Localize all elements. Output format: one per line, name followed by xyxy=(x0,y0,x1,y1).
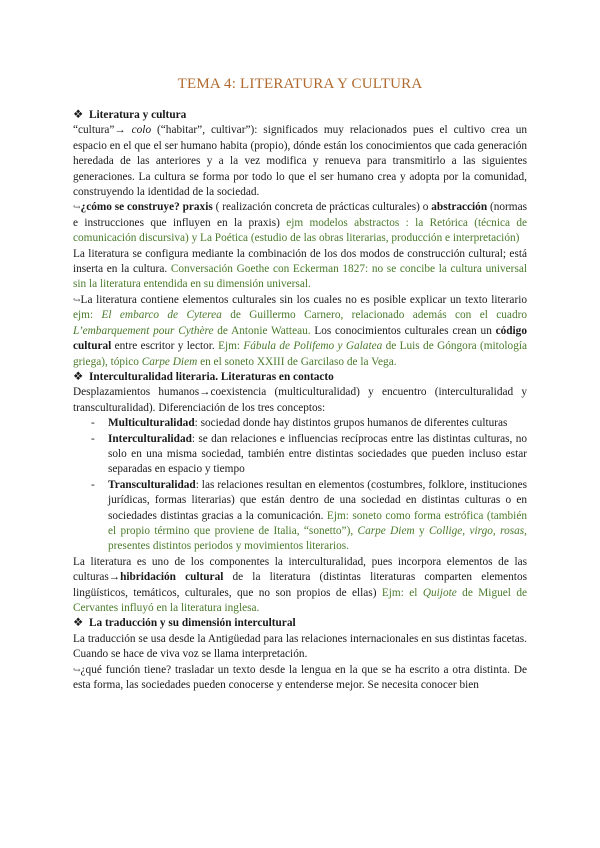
list-item-interculturalidad: - Interculturalidad: se dan relaciones e influencias recíprocas entre las distintas culturas, no solo en una misma sociedad, también entre distintas sociedades que pueden incluso estar separadas en espacio y tiempo xyxy=(91,432,527,476)
page-title: TEMA 4: LITERATURA Y CULTURA xyxy=(177,76,423,92)
hooked-arrow-icon: ↪ xyxy=(73,202,81,213)
diamond-bullet-icon: ❖ xyxy=(73,370,84,383)
hooked-arrow-icon: ↪ xyxy=(73,294,81,305)
diamond-bullet-icon: ❖ xyxy=(73,109,84,121)
section-heading-traduccion: ❖ La traducción y su dimensión intercultural xyxy=(73,616,527,631)
paragraph-literatura-configura: La literatura se configura mediante la combinación de los dos modos de construcción cultural; está inserta en la cultura. Conversación Goethe con Eckerman 1827: no se concibe la cultura universal sin la literatura entendida en su dimensión universal. xyxy=(73,247,527,291)
hooked-arrow-icon: ↪ xyxy=(73,664,81,675)
section-heading-literatura-cultura: ❖ Literatura y cultura xyxy=(73,108,527,123)
paragraph-elementos-culturales: ↪La literatura contiene elementos culturales sin los cuales no es posible explicar un texto literario ejm: El embarco de Cyterea de Guillermo Carnero, relacionado además con el cuadro L’embarquement pour Cythère de Antonie Watteau. Los conocimientos culturales crean un código cultural entre escritor y lector. Ejm: Fábula de Polifemo y Galatea de Luis de Góngora (mitología griega), tópico Carpe Diem en el soneto XXIII de Garcilaso de la Vega. xyxy=(73,293,528,368)
paragraph-desplazamientos: Desplazamientos humanos→coexistencia (multiculturalidad) y encuentro (interculturalidad y transculturalidad). Diferenciación de los tres conceptos: xyxy=(73,386,527,414)
list-item-multiculturalidad: - Multiculturalidad: sociedad donde hay distintos grupos humanos de diferentes culturas xyxy=(91,417,508,430)
list-item-transculturalidad: - Transculturalidad: las relaciones resultan en elementos (costumbres, folklore, instituciones jurídicas, formas literarias) que están dentro de una sociedad en distintas culturas o en sociedades distintas gracias a la comunicación. Ejm: soneto como forma estrófica (también el propio término que proviene de Italia, “sonetto”), Carpe Diem y Collige, virgo, rosas, presentes distintos periodos y movimientos literarios. xyxy=(91,478,527,553)
paragraph-cultura-definition: “cultura”→ colo (“habitar”, cultivar”): significados muy relacionados pues el cultivo crea un espacio en el que el ser humano habita (propio), dónde están los conocimientos que cada generación heredada de las anteriores y a la vez modifica y renueva para transmitirlo a las siguientes generaciones. La cultura se forma por todo lo que el ser humano crea y adopta por la comunidad, construyendo la identidad de la sociedad. xyxy=(73,124,527,199)
diamond-bullet-icon: ❖ xyxy=(73,617,84,630)
paragraph-hibridacion: La literatura es uno de los componentes la interculturalidad, pues incorpora elementos de las culturas→hibridación cultural de la literatura (distintas literaturas comparten elementos lingüísticos, temáticos, culturales, que no son propios de ellas) Ejm: el Quijote de Miguel de Cervantes influyó en la literatura inglesa. xyxy=(73,555,527,614)
paragraph-funcion-traduccion: ↪¿qué función tiene? trasladar un texto desde la lengua en la que se ha escrito a otra distinta. De esta forma, las sociedades pueden conocerse y entenderse mejor. Se necesita conocer bien xyxy=(73,663,527,692)
document-body xyxy=(73,108,527,693)
concepts-list xyxy=(73,416,527,555)
section-heading-interculturalidad: ❖ Interculturalidad literaria. Literaturas en contacto xyxy=(73,370,527,385)
paragraph-praxis-abstraccion: ↪¿cómo se construye? praxis ( realización concreta de prácticas culturales) o abstracción (normas e instrucciones que influyen en la praxis) ejm modelos abstractos : la Retórica (técnica de comunicación discursiva) y La Poética (estudio de las obras literarias, producción e interpretación) xyxy=(73,201,527,245)
paragraph-traduccion-antiguedad: La traducción se usa desde la Antigüedad para las relaciones internacionales en sus distintas facetas. Cuando se hace de viva voz se llama interpretación. xyxy=(73,632,527,661)
